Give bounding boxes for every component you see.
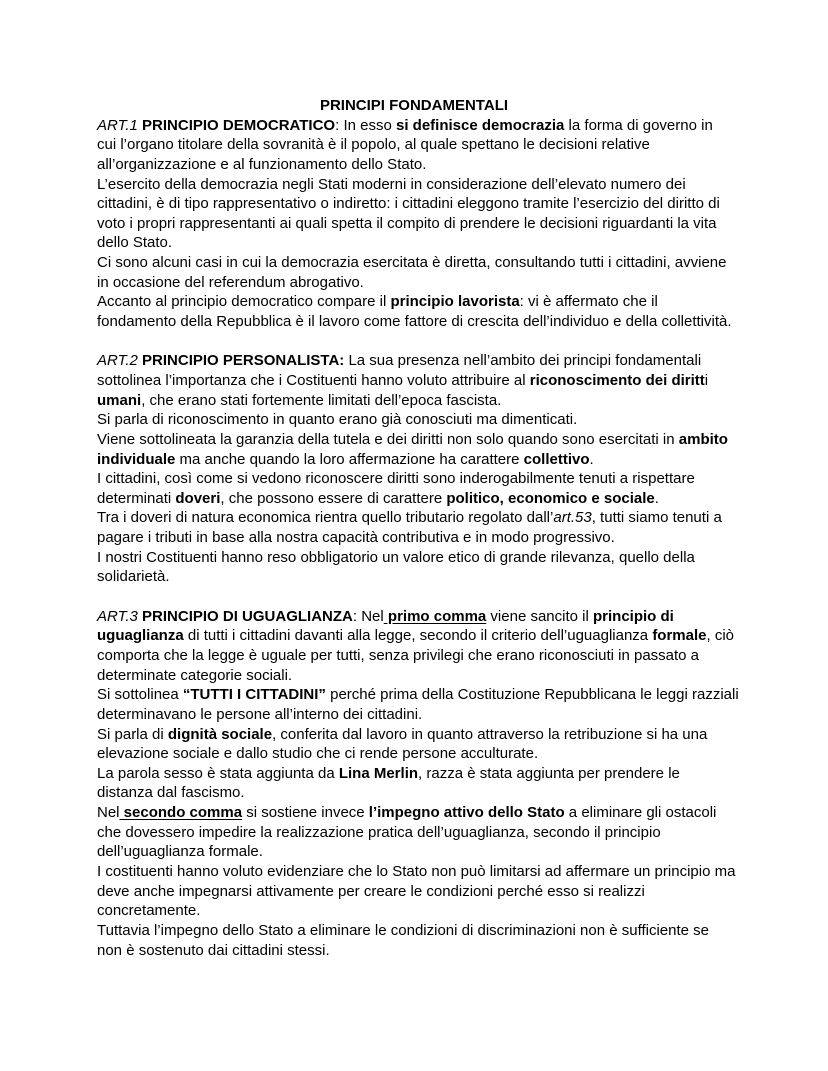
text-run: Si parla di riconoscimento in quanto erano già conosciuti ma dimenticati. (97, 411, 578, 429)
text-run: Si parla di (97, 725, 168, 743)
text-line (0, 764, 828, 784)
text-run: L’esercito della democrazia negli Stati moderni in considerazione dell’elevato numero dei (97, 175, 686, 193)
paragraph-gap (0, 332, 828, 352)
text-run: Si sottolinea (97, 686, 183, 704)
text-run: fondamento della Repubblica è il lavoro come fattore di crescita dell’individuo e della collettività. (97, 313, 732, 331)
text-line (0, 842, 828, 862)
text-line (0, 292, 828, 312)
underlined-bold-text: primo comma (383, 607, 487, 625)
text-line (0, 489, 828, 509)
text-line (0, 685, 828, 705)
text-line (0, 391, 828, 411)
text-run: comporta che la legge è uguale per tutti, senza privilegi che erano riconosciuti in passato a (97, 646, 700, 664)
text-run: , razza è stata aggiunta per prendere le (418, 764, 680, 782)
bold-text: formale (652, 627, 707, 645)
text-line (0, 646, 828, 666)
text-run: Tuttavia l’impegno dello Stato a eliminare le condizioni di discriminazioni non è sufficiente se (97, 921, 709, 939)
text-run: , che erano stati fortemente limitati dell’epoca fascista. (141, 391, 502, 409)
text-run: pagare i tributi in base alla nostra capacità contributiva e in modo progressivo. (97, 529, 615, 547)
text-line (0, 567, 828, 587)
italic-text: ART.1 (97, 116, 138, 134)
text-line (0, 528, 828, 548)
text-line (0, 430, 828, 450)
text-run: . (589, 450, 594, 468)
text-line (0, 253, 828, 273)
text-run: I nostri Costituenti hanno reso obbligatorio un valore etico di grande rilevanza, quello della (97, 548, 695, 566)
text-line (0, 823, 828, 843)
text-run: I costituenti hanno voluto evidenziare che lo Stato non può limitarsi ad affermare un principio ma (97, 862, 736, 880)
text-run: si sostiene invece (242, 804, 369, 822)
bold-text: uguaglianza (97, 627, 184, 645)
text-run: all’organizzazione e al funzionamento dello Stato. (97, 155, 427, 173)
text-run: viene sancito il (486, 607, 593, 625)
text-run: I cittadini, così come si vedono riconoscere diritti sono inderogabilmente tenuti a rispettare (97, 470, 695, 488)
bold-text: si definisce democrazia (395, 116, 565, 134)
text-run: concretamente. (97, 902, 201, 920)
text-line (0, 155, 828, 175)
text-run: elevazione sociale e dallo studio che ci rende persone acculturate. (97, 745, 539, 763)
text-run: deve anche impegnarsi attivamente per creare le condizioni perché esso si realizzi (97, 882, 645, 900)
text-run: determinate categorie sociali. (97, 666, 293, 684)
text-run: dello Stato. (97, 234, 173, 252)
text-run: : vi è affermato che il (519, 293, 658, 311)
text-line (0, 508, 828, 528)
text-run: cui l’organo titolare della sovranità è il popolo, al quale spettano le decisioni relative (97, 136, 650, 154)
text-run: solidarietà. (97, 568, 170, 586)
text-run: La sua presenza nell’ambito dei principi fondamentali (344, 352, 702, 370)
text-run: Nel (97, 804, 120, 822)
text-run: determinati (97, 489, 176, 507)
text-run: dell’uguaglianza formale. (97, 843, 263, 861)
text-line (0, 666, 828, 686)
article-section-1 (0, 116, 828, 332)
bold-text: individuale (97, 450, 176, 468)
italic-text: art.53 (553, 509, 592, 527)
bold-text: PRINCIPIO DI UGUAGLIANZA (137, 607, 353, 625)
text-run: perché prima della Costituzione Repubblicana le leggi razziali (325, 686, 739, 704)
italic-text: ART.2 (97, 352, 138, 370)
bold-text: collettivo (523, 450, 590, 468)
text-line (0, 783, 828, 803)
text-run: determinavano le persone all’interno dei cittadini. (97, 705, 423, 723)
text-line (0, 233, 828, 253)
text-run: non è sostenuto dai cittadini stessi. (97, 941, 330, 959)
text-line (0, 273, 828, 293)
text-line (0, 548, 828, 568)
text-line (0, 921, 828, 941)
text-line (0, 705, 828, 725)
bold-text: Lina Merlin (338, 764, 419, 782)
text-run: distanza dal fascismo. (97, 784, 245, 802)
text-line (0, 607, 828, 627)
text-run: . (654, 489, 659, 507)
bold-text: l’impegno attivo dello Stato (368, 804, 565, 822)
bold-text: doveri (175, 489, 221, 507)
text-line (0, 351, 828, 371)
text-line (0, 725, 828, 745)
text-run: sottolinea l’importanza che i Costituenti hanno voluto attribuire al (97, 371, 530, 389)
bold-text: principio lavorista (390, 293, 520, 311)
text-run: , tutti siamo tenuti a (591, 509, 722, 527)
bold-text: “TUTTI I CITTADINI” (182, 686, 326, 704)
article-section-2 (0, 351, 828, 587)
bold-text: dignità sociale (167, 725, 273, 743)
bold-text: PRINCIPIO PERSONALISTA: (137, 352, 345, 370)
text-line (0, 469, 828, 489)
text-line (0, 882, 828, 902)
text-run: cittadini, è di tipo rappresentativo o indiretto: i cittadini eleggono tramite l’esercizio del diritto di (97, 195, 720, 213)
bold-text: umani (97, 391, 142, 409)
text-run: , che possono essere di carattere (220, 489, 447, 507)
text-line (0, 312, 828, 332)
text-line (0, 135, 828, 155)
text-run: la forma di governo in (564, 116, 713, 134)
paragraph-gap (0, 587, 828, 607)
text-run: Accanto al principio democratico compare il (97, 293, 391, 311)
bold-text: principio di (593, 607, 674, 625)
text-run: che dovessero impedire la realizzazione pratica dell’uguaglianza, secondo il principio (97, 823, 661, 841)
bold-text: PRINCIPIO DEMOCRATICO (137, 116, 336, 134)
text-run: , conferita dal lavoro in quanto attraverso la retribuzione si ha una (272, 725, 708, 743)
text-line (0, 901, 828, 921)
text-run: : In esso (335, 116, 396, 134)
text-run: in occasione del referendum abrogativo. (97, 273, 364, 291)
text-run: i (704, 371, 709, 389)
bold-text: politico, economico e sociale (446, 489, 655, 507)
text-line (0, 803, 828, 823)
text-line (0, 450, 828, 470)
text-run: Ci sono alcuni casi in cui la democrazia esercitata è diretta, consultando tutti i cittadini, avviene (97, 254, 727, 272)
underlined-bold-text: secondo comma (119, 804, 243, 822)
text-run: di tutti i cittadini davanti alla legge, secondo il criterio dell’uguaglianza (183, 627, 653, 645)
text-line (0, 214, 828, 234)
text-run: Viene sottolineata la garanzia della tutela e dei diritti non solo quando sono esercitati in (97, 430, 679, 448)
bold-text: ambito (678, 430, 728, 448)
text-line (0, 194, 828, 214)
text-line (0, 862, 828, 882)
document-body (0, 96, 828, 960)
text-run: : Nel (352, 607, 384, 625)
text-line (0, 626, 828, 646)
text-run: Tra i doveri di natura economica rientra quello tributario regolato dall’ (97, 509, 554, 527)
text-line (0, 371, 828, 391)
text-line (0, 116, 828, 136)
text-run: voto i propri rappresentanti ai quali spetta il compito di prendere le decisioni riguardanti la vita (97, 214, 717, 232)
text-run: La parola sesso è stata aggiunta da (97, 764, 339, 782)
text-run: ma anche quando la loro affermazione ha carattere (175, 450, 524, 468)
document-title: PRINCIPI FONDAMENTALI (319, 97, 509, 114)
bold-text: riconoscimento dei diritt (529, 371, 705, 389)
text-line (0, 175, 828, 195)
document-sections (0, 116, 828, 961)
text-line (0, 941, 828, 961)
article-section-3 (0, 607, 828, 961)
text-run: , ciò (706, 627, 735, 645)
text-line (0, 744, 828, 764)
text-run: a eliminare gli ostacoli (564, 804, 717, 822)
text-line (0, 410, 828, 430)
italic-text: ART.3 (97, 607, 138, 625)
